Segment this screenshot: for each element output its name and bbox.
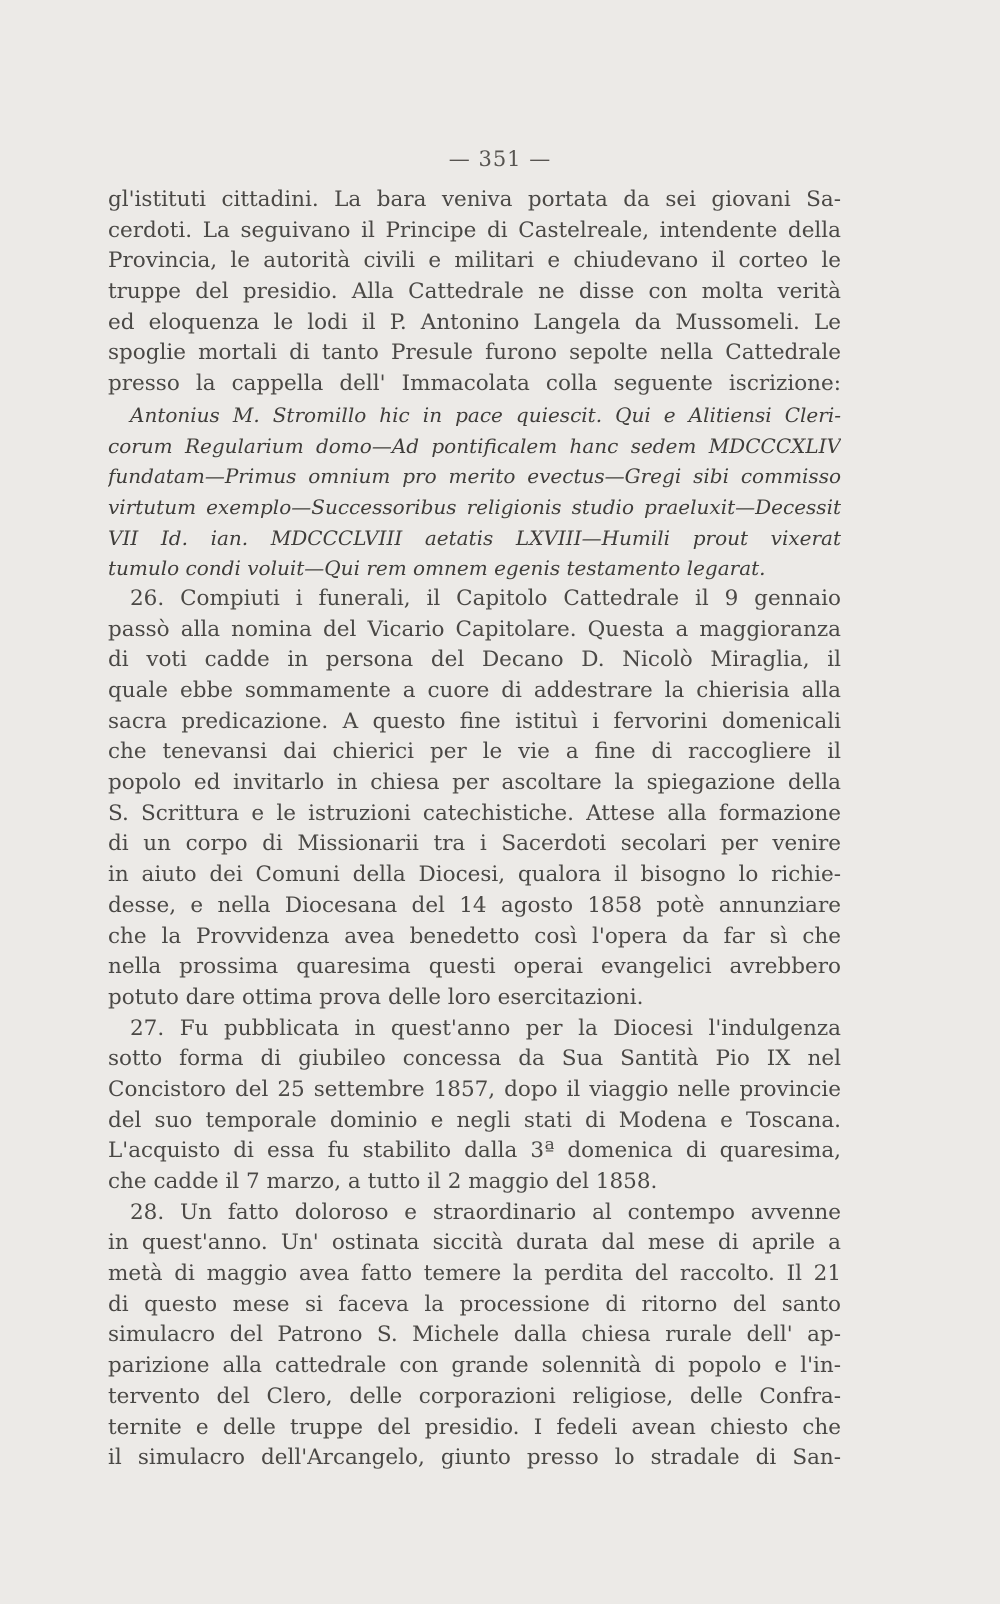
text-line: L'acquisto di essa fu stabilito dalla 3ª domenica di quaresima,	[108, 1138, 841, 1164]
text-line: Provincia, le autorità civili e militari e chiudevano il corteo le	[108, 248, 841, 274]
text-line: ternite e delle truppe del presidio. I fedeli avean chiesto che	[108, 1414, 841, 1440]
text-line: che cadde il 7 marzo, a tutto il 2 maggio del 1858.	[108, 1169, 658, 1194]
latin-inscription-line: tumulo condi voluit—Qui rem omnem egenis testamento legarat.	[108, 556, 766, 581]
text-line: 26. Compiuti i funerali, il Capitolo Cattedrale il 9 gennaio	[130, 585, 841, 611]
text-line: nella prossima quaresima questi operai evangelici avrebbero	[108, 954, 841, 980]
text-line: il simulacro dell'Arcangelo, giunto presso lo stradale di San-	[108, 1445, 841, 1471]
text-line: parizione alla cattedrale con grande solennità di popolo e l'in-	[108, 1353, 841, 1379]
text-line: cerdoti. La seguivano il Principe di Castelreale, intendente della	[108, 217, 841, 243]
text-line: sotto forma di giubileo concessa da Sua Santità Pio IX nel	[108, 1046, 841, 1072]
text-line: potuto dare ottima prova delle loro esercitazioni.	[108, 984, 644, 1010]
text-line: di questo mese si faceva la processione di ritorno del santo	[108, 1291, 841, 1317]
text-line: che la Provvidenza avea benedetto così l'opera da far sì che	[108, 923, 841, 949]
latin-inscription-line: virtutum exemplo—Successoribus religionis studio praeluxit—Decessit	[108, 494, 841, 519]
text-line: 27. Fu pubblicata in quest'anno per la Diocesi l'indulgenza	[130, 1015, 841, 1041]
latin-inscription-line: Antonius M. Stromillo hic in pace quiescit. Qui e Alitiensi Cleri-	[130, 402, 841, 427]
text-line: di voti cadde in persona del Decano D. Nicolò Miraglia, il	[108, 647, 841, 673]
text-line: Concistoro del 25 settembre 1857, dopo il viaggio nelle provincie	[108, 1076, 841, 1102]
body-text	[108, 185, 841, 1474]
text-line: del suo temporale dominio e negli stati di Modena e Toscana.	[108, 1107, 841, 1133]
text-line: 28. Un fatto doloroso e straordinario al contempo avvenne	[130, 1199, 841, 1225]
latin-inscription-line: fundatam—Primus omnium pro merito evectus—Gregi sibi commisso	[108, 464, 841, 489]
text-line: simulacro del Patrono S. Michele dalla chiesa rurale dell' ap-	[108, 1322, 841, 1348]
text-line: sacra predicazione. A questo fine istituì i fervorini domenicali	[108, 708, 841, 734]
text-line: presso la cappella dell' Immacolata colla seguente iscrizione:	[108, 371, 841, 397]
text-line: popolo ed invitarlo in chiesa per ascoltare la spiegazione della	[108, 770, 841, 796]
text-line: ed eloquenza le lodi il P. Antonino Langela da Mussomeli. Le	[108, 309, 841, 335]
text-line: quale ebbe sommamente a cuore di addestrare la chierisia alla	[108, 678, 841, 703]
text-line: che tenevansi dai chierici per le vie a fine di raccogliere il	[108, 739, 841, 765]
text-line: metà di maggio avea fatto temere la perdita del raccolto. Il 21	[108, 1261, 841, 1287]
latin-inscription-line: corum Regularium domo—Ad pontificalem hanc sedem MDCCCXLIV	[108, 433, 841, 458]
text-line: in aiuto dei Comuni della Diocesi, qualora il bisogno lo richie-	[108, 862, 841, 888]
text-line: truppe del presidio. Alla Cattedrale ne disse con molta verità	[108, 279, 841, 305]
page-number: — 351 —	[448, 147, 552, 171]
text-line: tervento del Clero, delle corporazioni religiose, delle Confra-	[108, 1383, 841, 1409]
text-line: passò alla nomina del Vicario Capitolare. Questa a maggioranza	[108, 616, 841, 642]
text-line: in quest'anno. Un' ostinata siccità durata dal mese di aprile a	[108, 1230, 841, 1256]
latin-inscription-line: VII Id. ian. MDCCCLVIII aetatis LXVIII—Humili prout vixerat	[108, 525, 841, 550]
text-line: spoglie mortali di tanto Presule furono sepolte nella Cattedrale	[108, 340, 841, 366]
text-line: desse, e nella Diocesana del 14 agosto 1858 potè annunziare	[108, 892, 841, 918]
text-line: gl'istituti cittadini. La bara veniva portata da sei giovani Sa-	[108, 187, 841, 212]
text-line: di un corpo di Missionarii tra i Sacerdoti secolari per venire	[108, 831, 841, 857]
text-line: S. Scrittura e le istruzioni catechistiche. Attese alla formazione	[108, 800, 841, 826]
